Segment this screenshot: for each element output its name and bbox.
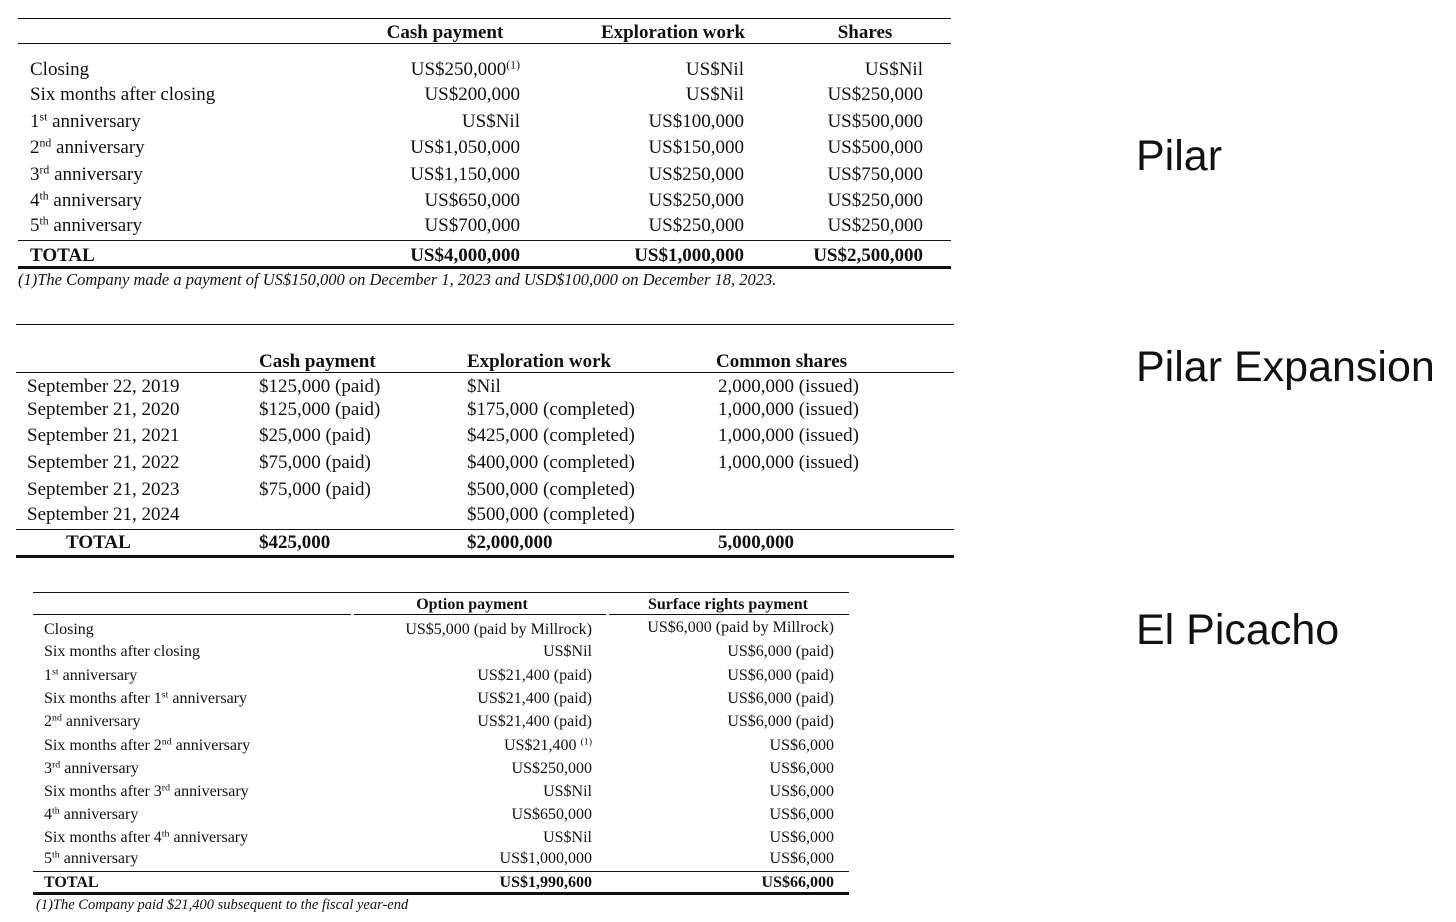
picacho-row-option <box>332 622 592 638</box>
pilar-row-label <box>30 165 143 184</box>
picacho-row-option-text: US$21,400 (paid) <box>477 667 592 684</box>
pilar-row-label <box>30 191 142 210</box>
pilar-row-cash <box>300 216 520 235</box>
picacho-row-option-text: US$21,400 (paid) <box>477 713 592 730</box>
expansion-row-exploration: $Nil <box>467 376 501 397</box>
picacho-header-rule-left <box>33 614 351 615</box>
picacho-bottom-rule <box>33 892 849 895</box>
pilar-header-cash: Cash payment <box>386 22 504 43</box>
expansion-row-shares: 1,000,000 (issued) <box>718 452 859 473</box>
picacho-row-label-suffix: anniversary <box>168 690 248 707</box>
pilar-row-shares: US$500,000 <box>827 137 923 158</box>
picacho-row-label <box>44 738 250 754</box>
picacho-row-option-text: US$650,000 <box>511 806 592 823</box>
expansion-bottom-rule <box>16 555 954 558</box>
pilar-row-label-text: 3 <box>30 164 40 185</box>
expansion-row-date: September 21, 2023 <box>27 479 180 500</box>
pilar-footnote: (1)The Company made a payment of US$150,000 on December 1, 2023 and USD$100,000 on December 18, 2023. <box>18 270 777 289</box>
picacho-row-surface: US$6,000 <box>769 783 834 800</box>
pilar-bottom-rule <box>18 266 951 269</box>
picacho-row-label <box>44 644 200 660</box>
pilar-row-cash-text: US$200,000 <box>424 84 520 105</box>
pilar-row-label-sup: rd <box>39 163 50 177</box>
pilar-row-exploration: US$250,000 <box>648 215 744 236</box>
picacho-row-label-text: Six months after 4 <box>44 829 162 846</box>
picacho-footnote: (1)The Company paid $21,400 subsequent to the fiscal year-end <box>36 897 409 913</box>
picacho-row-surface: US$6,000 <box>769 829 834 846</box>
picacho-header-rule-right <box>609 614 849 615</box>
picacho-row-label-sup: st <box>161 689 169 701</box>
pilar-row-label-suffix: anniversary <box>47 111 141 132</box>
picacho-total-rule <box>33 871 849 872</box>
pilar-row-cash-text: US$250,000 <box>410 59 507 80</box>
picacho-row-option-text: US$Nil <box>543 829 592 846</box>
picacho-row-label <box>44 851 138 867</box>
pilar-row-label <box>30 60 89 79</box>
expansion-total-rule <box>16 529 954 530</box>
picacho-row-option <box>332 761 592 777</box>
pilar-row-cash <box>300 85 520 104</box>
pilar-row-label-suffix: anniversary <box>48 190 143 211</box>
pilar-row-cash <box>300 112 520 131</box>
pilar-row-label-text: 2 <box>30 137 40 158</box>
picacho-row-option <box>332 851 592 867</box>
pilar-row-label <box>30 112 141 131</box>
picacho-row-label-suffix: anniversary <box>58 667 138 684</box>
picacho-row-label-sup: nd <box>161 736 172 748</box>
picacho-row-option <box>332 714 592 730</box>
label-el-picacho: El Picacho <box>1136 606 1340 654</box>
pilar-row-exploration: US$Nil <box>685 84 744 105</box>
picacho-row-label-suffix: anniversary <box>170 783 249 800</box>
pilar-row-shares: US$750,000 <box>827 164 923 185</box>
expansion-row-cash: $75,000 (paid) <box>259 452 371 473</box>
pilar-total-rule <box>18 240 951 241</box>
picacho-row-label-text: 4 <box>44 806 52 823</box>
picacho-row-label <box>44 807 138 823</box>
pilar-row-label-text: 5 <box>30 215 40 236</box>
expansion-header-rule <box>16 372 954 373</box>
pilar-row-label-suffix: anniversary <box>48 215 143 236</box>
picacho-header-surface: Surface rights payment <box>648 596 808 613</box>
picacho-row-label <box>44 691 247 707</box>
expansion-header-cash: Cash payment <box>259 351 376 372</box>
picacho-total-label: TOTAL <box>44 874 99 891</box>
picacho-row-label <box>44 622 94 638</box>
pilar-row-cash-sup: (1) <box>506 58 520 72</box>
picacho-row-label-text: 3 <box>44 760 52 777</box>
picacho-row-label-suffix: anniversary <box>60 760 139 777</box>
picacho-row-label-sup: nd <box>52 712 62 724</box>
label-pilar: Pilar <box>1136 132 1223 180</box>
picacho-row-option <box>332 644 592 660</box>
pilar-row-label-sup: nd <box>39 136 52 150</box>
pilar-header-shares: Shares <box>837 22 893 43</box>
pilar-row-exploration: US$250,000 <box>648 164 744 185</box>
expansion-row-cash: $125,000 (paid) <box>259 376 381 397</box>
picacho-row-surface: US$6,000 (paid) <box>727 667 834 684</box>
pilar-row-shares: US$250,000 <box>827 84 923 105</box>
expansion-row-date: September 21, 2024 <box>27 504 180 525</box>
picacho-row-surface: US$6,000 (paid by Millrock) <box>647 619 834 636</box>
picacho-row-option <box>332 784 592 800</box>
picacho-row-label-sup: th <box>161 828 170 840</box>
picacho-row-option-text: US$Nil <box>543 643 592 660</box>
picacho-row-surface: US$6,000 <box>769 760 834 777</box>
picacho-header-rule-mid <box>354 614 606 615</box>
pilar-row-cash-text: US$1,150,000 <box>410 164 520 185</box>
picacho-row-label-suffix: anniversary <box>59 806 139 823</box>
picacho-row-option <box>332 830 592 846</box>
picacho-row-label-text: 2 <box>44 713 52 730</box>
picacho-total-surface: US$66,000 <box>761 874 834 891</box>
picacho-row-option-text: US$21,400 (paid) <box>477 690 592 707</box>
pilar-row-label-text: Six months after closing <box>30 84 216 105</box>
picacho-row-label-sup: th <box>52 805 60 817</box>
expansion-row-date: September 21, 2022 <box>27 452 180 473</box>
picacho-row-label-text: Six months after 3 <box>44 783 162 800</box>
expansion-row-cash: $75,000 (paid) <box>259 479 371 500</box>
picacho-row-surface: US$6,000 <box>769 737 834 754</box>
picacho-row-option-text: US$1,000,000 <box>499 850 592 867</box>
picacho-row-option-text: US$250,000 <box>511 760 592 777</box>
pilar-row-label <box>30 216 142 235</box>
pilar-row-cash-text: US$650,000 <box>424 190 520 211</box>
picacho-row-option <box>332 668 592 684</box>
picacho-row-label-text: Six months after 2 <box>44 737 162 754</box>
expansion-header-exploration: Exploration work <box>467 351 612 372</box>
pilar-row-label <box>30 138 145 157</box>
pilar-row-shares: US$250,000 <box>827 215 923 236</box>
picacho-row-surface: US$6,000 (paid) <box>727 643 834 660</box>
expansion-row-cash: $125,000 (paid) <box>259 399 381 420</box>
pilar-total-label: TOTAL <box>30 245 95 266</box>
expansion-row-exploration: $175,000 (completed) <box>467 399 635 420</box>
picacho-row-label-text: Closing <box>44 621 94 638</box>
pilar-total-shares: US$2,500,000 <box>813 245 923 266</box>
pilar-row-label-sup: st <box>39 110 48 124</box>
expansion-row-exploration: $500,000 (completed) <box>467 504 635 525</box>
expansion-total-label: TOTAL <box>66 532 131 553</box>
picacho-row-label <box>44 668 137 684</box>
expansion-total-cash: $425,000 <box>259 532 331 553</box>
label-pilar-expansion: Pilar Expansion <box>1136 343 1435 391</box>
expansion-row-shares: 2,000,000 (issued) <box>718 376 859 397</box>
picacho-row-surface: US$6,000 <box>769 806 834 823</box>
picacho-row-label-sup: rd <box>161 782 171 794</box>
pilar-row-label <box>30 85 215 104</box>
expansion-row-date: September 22, 2019 <box>27 376 180 397</box>
picacho-top-rule <box>33 592 849 593</box>
pilar-row-cash-text: US$700,000 <box>424 215 520 236</box>
picacho-row-label-text: 1 <box>44 667 52 684</box>
picacho-row-label-sup: th <box>52 849 60 861</box>
pilar-row-exploration: US$Nil <box>685 59 744 80</box>
pilar-row-shares: US$250,000 <box>827 190 923 211</box>
picacho-row-label-text: Six months after 1 <box>44 690 162 707</box>
pilar-row-exploration: US$150,000 <box>648 137 744 158</box>
picacho-row-label-suffix: anniversary <box>171 737 251 754</box>
expansion-total-exploration: $2,000,000 <box>467 532 553 553</box>
picacho-row-surface: US$6,000 <box>769 850 834 867</box>
pilar-row-cash-text: US$1,050,000 <box>410 137 520 158</box>
picacho-row-surface: US$6,000 (paid) <box>727 713 834 730</box>
pilar-row-label-text: 4 <box>30 190 40 211</box>
picacho-row-label-text: 5 <box>44 850 52 867</box>
pilar-row-label-sup: th <box>39 189 49 203</box>
pilar-header-exploration: Exploration work <box>600 22 746 43</box>
pilar-row-cash <box>300 60 520 79</box>
pilar-row-exploration: US$100,000 <box>648 111 744 132</box>
pilar-row-label-text: 1 <box>30 111 40 132</box>
picacho-row-label-sup: rd <box>52 759 61 771</box>
pilar-row-label-suffix: anniversary <box>51 137 145 158</box>
pilar-row-shares: US$Nil <box>864 59 923 80</box>
picacho-row-option <box>332 807 592 823</box>
picacho-row-label <box>44 714 141 730</box>
picacho-row-label-text: Six months after closing <box>44 643 200 660</box>
pilar-row-cash-text: US$Nil <box>461 111 520 132</box>
picacho-row-option-text: US$5,000 (paid by Millrock) <box>405 621 592 638</box>
expansion-row-shares: 1,000,000 (issued) <box>718 425 859 446</box>
picacho-total-option: US$1,990,600 <box>499 874 592 891</box>
picacho-row-option <box>332 738 592 754</box>
picacho-row-label-suffix: anniversary <box>61 713 141 730</box>
picacho-row-option <box>332 691 592 707</box>
pilar-row-label-text: Closing <box>30 59 90 80</box>
expansion-header-shares: Common shares <box>716 351 848 372</box>
pilar-row-exploration: US$250,000 <box>648 190 744 211</box>
picacho-row-label <box>44 761 139 777</box>
picacho-row-label-sup: st <box>52 666 59 678</box>
pilar-total-cash: US$4,000,000 <box>410 245 520 266</box>
pilar-row-label-suffix: anniversary <box>49 164 143 185</box>
pilar-row-shares: US$500,000 <box>827 111 923 132</box>
pilar-header-rule <box>18 43 951 44</box>
picacho-row-option-text: US$21,400 <box>503 737 581 754</box>
picacho-row-label <box>44 784 249 800</box>
pilar-row-cash <box>300 165 520 184</box>
picacho-row-label-suffix: anniversary <box>59 850 139 867</box>
pilar-total-exploration: US$1,000,000 <box>634 245 744 266</box>
picacho-row-label-suffix: anniversary <box>169 829 249 846</box>
picacho-header-option: Option payment <box>416 596 528 613</box>
expansion-row-exploration: $400,000 (completed) <box>467 452 635 473</box>
pilar-top-rule <box>18 18 951 19</box>
expansion-total-shares: 5,000,000 <box>718 532 794 553</box>
picacho-row-option-text: US$Nil <box>543 783 592 800</box>
picacho-row-option-sup: (1) <box>580 736 592 748</box>
picacho-row-surface: US$6,000 (paid) <box>727 690 834 707</box>
pilar-row-cash <box>300 191 520 210</box>
picacho-row-label <box>44 830 248 846</box>
expansion-row-date: September 21, 2020 <box>27 399 180 420</box>
pilar-row-cash <box>300 138 520 157</box>
expansion-row-date: September 21, 2021 <box>27 425 180 446</box>
expansion-top-rule <box>16 324 954 325</box>
expansion-row-exploration: $425,000 (completed) <box>467 425 635 446</box>
expansion-row-exploration: $500,000 (completed) <box>467 479 635 500</box>
pilar-row-label-sup: th <box>39 214 49 228</box>
expansion-row-cash: $25,000 (paid) <box>259 425 371 446</box>
expansion-row-shares: 1,000,000 (issued) <box>718 399 859 420</box>
